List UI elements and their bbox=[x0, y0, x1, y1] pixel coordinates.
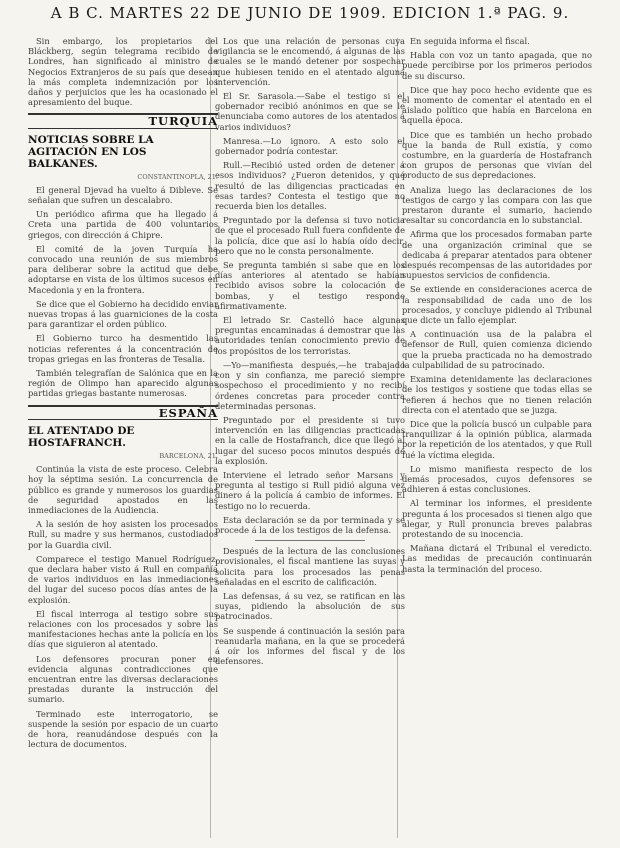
paragraph: Se suspende á continuación la sesión para reanudarla mañana, en la que se procederá á oír los informes del fiscal y de los defensores. bbox=[215, 625, 405, 667]
paragraph: Afirma que los procesados formaban parte de una organización criminal que se dedicaba á preparar atentados para obtener después recompensas de las autoridades por supuestos servicios de confidencia. bbox=[402, 229, 592, 281]
article-headline bbox=[28, 425, 218, 449]
paragraph: Las defensas, á su vez, se ratifican en las suyas, pidiendo la absolución de sus patrocinados. bbox=[215, 590, 405, 622]
paragraph: El general Djevad ha vuelto á Dibleve. Se señalan que sufren un descalabro. bbox=[28, 184, 218, 206]
dateline: BARCELONA, 21. bbox=[159, 451, 218, 460]
paragraph: Sin embargo, los propietarios del Bláckberg, según telegrama recibido de Londres, han significado al ministro de Negocios Extranjeros de su país que desean la más completa indemnización por los daños y perjuicios que les ha ocasionado el apresamiento del buque. bbox=[28, 36, 218, 108]
paragraph: Analiza luego las declaraciones de los testigos de cargo y las compara con las que prestaron durante el sumario, haciendo resaltar su concordancia en lo substancial. bbox=[402, 184, 592, 226]
paragraph: A la sesión de hoy asisten los procesados Rull, su madre y sus hermanos, custodiados por la Guardia civil. bbox=[28, 519, 218, 550]
paragraph: Dice que la policía buscó un culpable para tranquilizar á la opinión pública, alarmada por la repetición de los atentados, y que Rull fué la víctima elegida. bbox=[402, 418, 592, 460]
paragraph: Preguntado por el presidente si tuvo intervención en las diligencias practicadas en la calle de Hostafranch, dice que llegó al lugar del suceso pocos minutos después de la explosión. bbox=[215, 414, 405, 466]
paragraph: Dice que es también un hecho probado que la banda de Rull existía, y como costumbre, en la guardería de Hostafranch con grupos de personas que vivían del producto de sus depredaciones. bbox=[402, 129, 592, 181]
paragraph: El letrado Sr. Castelló hace algunas preguntas encaminadas á demostrar que las autoridades tenían conocimiento previo de los propósitos de los terroristas. bbox=[215, 315, 405, 356]
paragraph: Lo mismo manifiesta respecto de los demás procesados, cuyos defensores se adhieren á estas conclusiones. bbox=[402, 463, 592, 495]
paragraph: Comparece el testigo Manuel Rodríguez, que declara haber visto á Rull en compañía de varios individuos en las inmediaciones del lugar del suceso pocos días antes de la explosión. bbox=[28, 553, 218, 605]
paragraph: Rull.—Recibió usted orden de detener á esos individuos? ¿Fueron detenidos, y qué resultó de las diligencias practicadas en esas tardes? Contesta el testigo que no recuerda bien los detalles. bbox=[215, 160, 405, 212]
paragraph: Al terminar los informes, el presidente pregunta á los procesados si tienen algo que alegar, y Rull pronuncia breves palabras protestando de su inocencia. bbox=[402, 498, 592, 539]
paragraph: En seguida informa el fiscal. bbox=[410, 36, 530, 46]
section-heading-espana: ESPAÑA bbox=[28, 405, 218, 420]
column-2 bbox=[215, 36, 405, 842]
paragraph: A continuación usa de la palabra el defensor de Rull, quien comienza diciendo que la prueba practicada no ha demostrado la culpabilidad de su patrocinado. bbox=[402, 329, 592, 370]
paragraph: Los que una relación de personas cuya vigilancia se le encomendó, á algunas de las cuales se le mandó detener por sospechar que hubiesen tenido en el atentado alguna intervención. bbox=[215, 36, 405, 87]
section-heading-turquia: TURQUIA bbox=[28, 113, 218, 128]
paragraph: Examina detenidamente las declaraciones de los testigos y sostiene que todas ellas se refieren á hechos que no tienen relación directa con el atentado que se juzga. bbox=[402, 374, 592, 415]
column-3 bbox=[402, 36, 592, 842]
article-headline bbox=[28, 134, 218, 170]
paragraph: Los defensores procuran poner en evidencia algunas contradicciones que encuentran entre las diversas declaraciones prestadas durante la instrucción del sumario. bbox=[28, 653, 218, 705]
paragraph: El Gobierno turco ha desmentido las noticias referentes á la concentración de tropas griegas en las fronteras de Tesalia. bbox=[28, 333, 218, 364]
paragraph: Mañana dictará el Tribunal el veredicto. Las medidas de precaución continuarán hasta la terminación del proceso. bbox=[402, 543, 592, 574]
paragraph: Se pregunta también si sabe que en los días anteriores al atentado se habían recibido avisos sobre la colocación de bombas, y el testigo responde afirmativamente. bbox=[215, 260, 405, 311]
separator-rule bbox=[255, 540, 365, 541]
paragraph: Habla con voz un tanto apagada, que no puede percibirse por los primeros periodos de su discurso. bbox=[402, 50, 592, 81]
headline-text: NOTICIAS SOBRE LA AGITACIÓN EN LOS BALKANES. bbox=[28, 133, 154, 170]
paragraph: Continúa la vista de este proceso. Celebra hoy la séptima sesión. La concurrencia de público es grande y numerosos los guardias de seguridad apostados en las inmediaciones de la Audiencia. bbox=[28, 464, 218, 515]
paragraph: El comité de la joven Turquía ha convocado una reunión de sus miembros para deliberar sobre la actitud que debe adoptarse en vista de los últimos sucesos en Macedonia y en la frontera. bbox=[28, 243, 218, 295]
paragraph: Dice que hay poco hecho evidente que es el momento de comentar el atentado en el aislado político que había en Barcelona en aquella época. bbox=[402, 84, 592, 126]
paragraph: El fiscal interroga al testigo sobre sus relaciones con los procesados y sobre las manifestaciones hechas ante la policía en los días que siguieron al atentado. bbox=[28, 608, 218, 650]
paragraph: Se dice que el Gobierno ha decidido enviar nuevas tropas á las guarniciones de la costa para garantizar el orden público. bbox=[28, 298, 218, 330]
paragraph: Esta declaración se da por terminada y se procede á la de los testigos de la defensa. bbox=[215, 514, 405, 535]
paragraph: Un periódico afirma que ha llegado á Creta una partida de 400 voluntarios griegos, con dirección á Chipre. bbox=[28, 209, 218, 240]
page-header: A B C. MARTES 22 DE JUNIO DE 1909. EDICION 1.ª PAG. 9. bbox=[50, 4, 570, 22]
paragraph: —Yo—manifiesta después,—he trabajado con y sin confianza, me pareció siempre sospechoso el procedimiento y no recibí órdenes concretas para proceder contra determinadas personas. bbox=[215, 359, 405, 411]
headline-text: EL ATENTADO DE HOSTAFRANCH. bbox=[28, 424, 135, 449]
paragraph: Manresa.—Lo ignoro. A esto solo el gobernador podría contestar. bbox=[215, 135, 405, 157]
dateline: CONSTANTINOPLA, 21. bbox=[137, 172, 218, 181]
paragraph: Terminado este interrogatorio, se suspende la sesión por espacio de un cuarto de hora, reanudándose después con la lectura de documentos. bbox=[28, 708, 218, 750]
column-1 bbox=[28, 36, 218, 842]
paragraph: También telegrafían de Salónica que en la región de Olimpo han aparecido algunas partidas griegas bastante numerosas. bbox=[28, 368, 218, 399]
paragraph: Se extiende en consideraciones acerca de la responsabilidad de cada uno de los procesados, y concluye pidiendo al Tribunal que dicte un fallo ejemplar. bbox=[402, 284, 592, 326]
paragraph: Después de la lectura de las conclusiones provisionales, el fiscal mantiene las suyas y solicita para los procesados las penas señaladas en el escrito de calificación. bbox=[215, 546, 405, 587]
paragraph: Preguntado por la defensa si tuvo noticia de que el procesado Rull fuera confidente de la policía, dice que así lo había oído decir, pero que no le consta personalmente. bbox=[215, 215, 405, 256]
paragraph: Interviene el letrado señor Marsans y pregunta al testigo si Rull pidió alguna vez dinero á la policía á cambio de informes. El testigo no lo recuerda. bbox=[215, 469, 405, 511]
paragraph: El Sr. Sarasola.—Sabe el testigo si el gobernador recibió anónimos en que se le denunciaba como autores de los atentados á varios individuos? bbox=[215, 91, 405, 132]
